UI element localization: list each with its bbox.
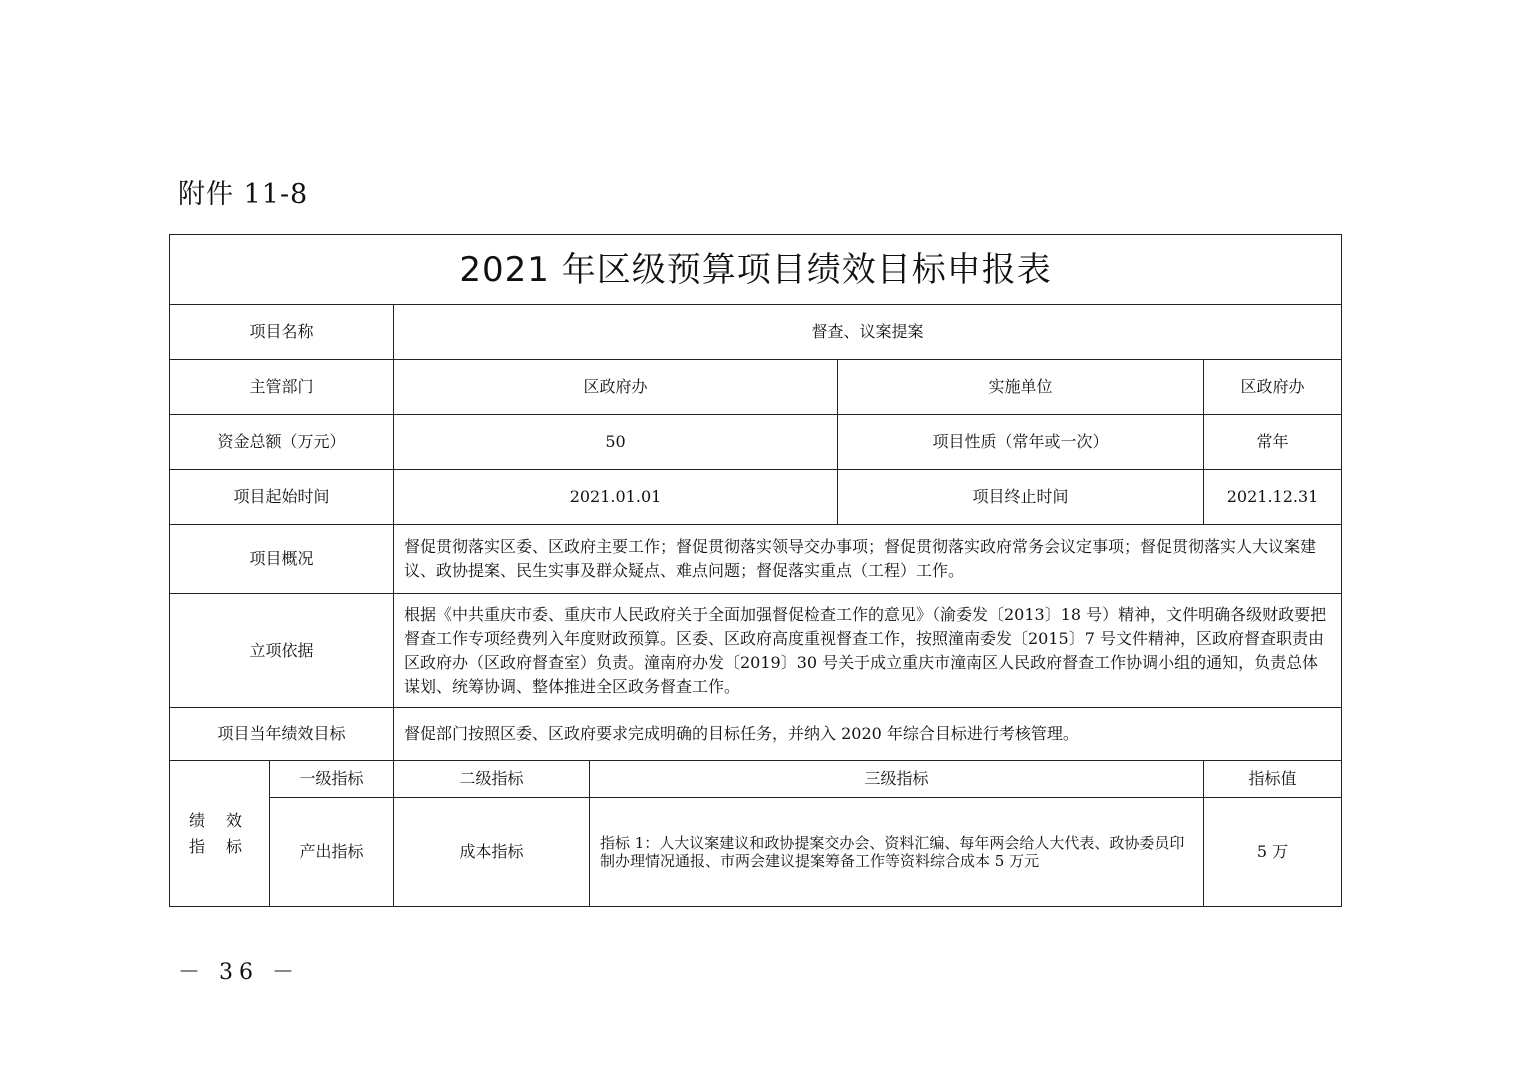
indicator-level2: 成本指标: [394, 798, 590, 907]
implementing-unit-value: 区政府办: [1204, 360, 1342, 415]
funding-value: 50: [394, 415, 838, 470]
funding-label: 资金总额（万元）: [170, 415, 394, 470]
overview-label: 项目概况: [170, 525, 394, 594]
project-nature-value: 常年: [1204, 415, 1342, 470]
basis-label: 立项依据: [170, 594, 394, 708]
page-number: － 36 －: [178, 960, 300, 985]
overview-text: 督促贯彻落实区委、区政府主要工作；督促贯彻落实领导交办事项；督促贯彻落实政府常务会议定事项；督促贯彻落实人大议案建议、政协提案、民生实事及群众疑点、难点问题；督促落实重点（工程）工作。: [394, 525, 1342, 594]
end-date-value: 2021.12.31: [1204, 470, 1342, 525]
header-level3: 三级指标: [590, 761, 1204, 798]
project-nature-label: 项目性质（常年或一次）: [838, 415, 1204, 470]
start-date-value: 2021.01.01: [394, 470, 838, 525]
indicator-section-label: 绩 效 指 标: [188, 810, 251, 856]
indicator-section-cell: [170, 761, 270, 907]
department-label: 主管部门: [170, 360, 394, 415]
indicator-level3: 指标 1：人大议案建议和政协提案交办会、资料汇编、每年两会给人大代表、政协委员印制办理情况通报、市两会建议提案筹备工作等资料综合成本 5 万元: [590, 798, 1204, 907]
end-date-label: 项目终止时间: [838, 470, 1204, 525]
header-value: 指标值: [1204, 761, 1342, 798]
annual-goal-text: 督促部门按照区委、区政府要求完成明确的目标任务，并纳入 2020 年综合目标进行考核管理。: [394, 708, 1342, 761]
attachment-label: 附件 11-8: [178, 179, 309, 210]
form-title: 2021 年区级预算项目绩效目标申报表: [170, 235, 1342, 305]
annual-goal-label: 项目当年绩效目标: [170, 708, 394, 761]
header-level2: 二级指标: [394, 761, 590, 798]
indicator-value: 5 万: [1204, 798, 1342, 907]
project-name-value: 督查、议案提案: [394, 305, 1342, 360]
table-row: [170, 798, 1342, 907]
header-level1: 一级指标: [270, 761, 394, 798]
indicator-level1: 产出指标: [270, 798, 394, 907]
project-name-label: 项目名称: [170, 305, 394, 360]
implementing-unit-label: 实施单位: [838, 360, 1204, 415]
start-date-label: 项目起始时间: [170, 470, 394, 525]
department-value: 区政府办: [394, 360, 838, 415]
basis-text: 根据《中共重庆市委、重庆市人民政府关于全面加强督促检查工作的意见》（渝委发〔2013〕18 号）精神，文件明确各级财政要把督查工作专项经费列入年度财政预算。区委、区政府高度重视督查工作，按照潼南委发〔2015〕7 号文件精神，区政府督查职责由区政府办（区政府督查室）负责。潼南府办发〔2019〕30 号关于成立重庆市潼南区人民政府督查工作协调小组的通知，负责总体谋划、统筹协调、整体推进全区政务督查工作。: [394, 594, 1342, 708]
budget-performance-form: [169, 234, 1342, 907]
